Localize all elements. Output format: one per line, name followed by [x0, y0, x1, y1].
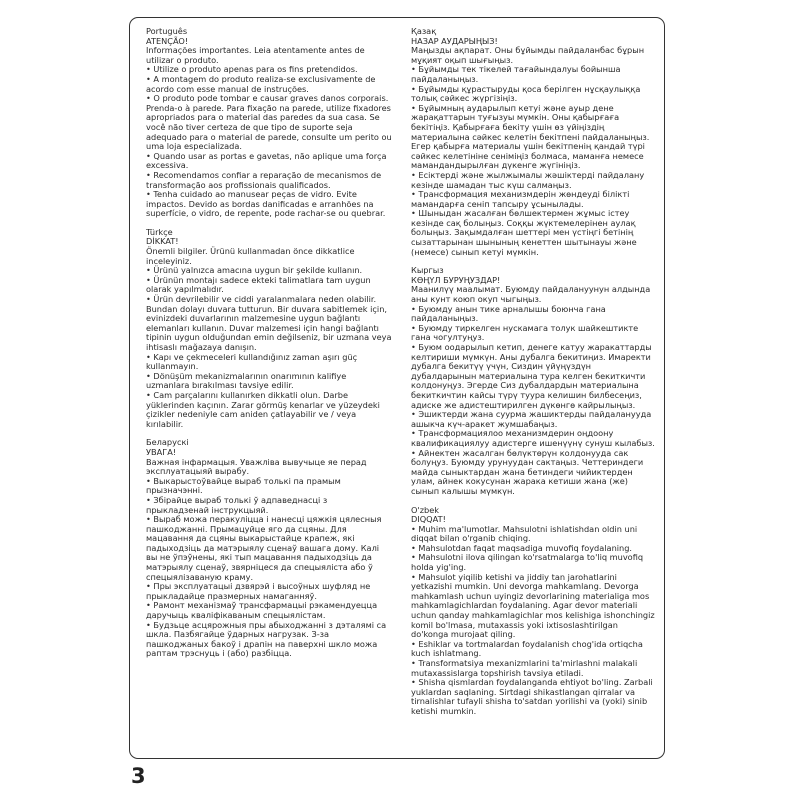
section-kyrgyz — [411, 266, 657, 496]
paragraph: • Збірайце выраб толькі ў адпаведнасці з прыкладзенай інструкцыяй. — [146, 494, 328, 515]
paragraph: • Shisha qismlardan foydalanganda ehtiyot bo'ling. Zarbali yuklardan saqlaning. Sirtdagi shikastlangan qirralar va tirnalishlar tufayli shisha to'satdan yorilishi va (yoki) sinib ketishi mumkin. — [411, 677, 653, 716]
paragraph: • Рамонт механізмаў трансфармацыі рэкамендуецца даручыць кваліфікаваным спецыялістам. — [146, 600, 378, 621]
warning-title: НАЗАР АУДАРЫҢЫЗ! — [411, 35, 498, 46]
paragraph: • Dönüşüm mekanizmalarının onarımının kalifiye uzmanlara bırakılması tavsiye edilir. — [146, 370, 347, 391]
paragraph: • Шыныдан жасалған бөлшектермен жұмыс істеу кезінде сақ болыңыз. Соққы жүктемелерінен аулақ болыңыз. Зақымдалған шеттері мен үстіңгі бетінің сызаттарынан шынының кенеттен шытынауы және (немесе) сынып кетуі мүмкін. — [411, 208, 637, 257]
left-column — [146, 27, 392, 668]
warning-title: DIQQAT! — [411, 514, 446, 525]
paragraph: • Utilize o produto apenas para os fins pretendidos. — [146, 64, 358, 75]
section-kazakh — [411, 27, 657, 257]
paragraph: • Quando usar as portas e gavetas, não aplique uma força excessiva. — [146, 150, 387, 171]
section-belarusian — [146, 438, 392, 659]
paragraph: • Ürün devrilebilir ve ciddi yaralanmalara neden olabilir. Bundan dolayı duvara tutturun. Bir duvara sabitlemek için, evinizdeki duvarlarının malzemesine uygun bağlantı elemanları kullanın. Duvar malzemesi için hangi bağlantı tipinin uygun olduğundan emin değilseniz, bir uzmana veya ihtisaslı mağazaya danışın. — [146, 294, 392, 352]
paragraph: • Будзьце асцярожныя пры абыходжанні з дэталямі са шкла. Пазбягайце ўдарных нагрузак. З-за пашкоджаных бакоў і драпін на паверхні шкло можа раптам трэснуць і (або) разбіцца. — [146, 619, 387, 659]
section-turkish — [146, 228, 392, 429]
paragraph: • Eshiklar va tortmalardan foydalanish chog'ida ortiqcha kuch ishlatmang. — [411, 638, 643, 659]
paragraph: • Трансформациялоо механизмдерин оңдоону квалификациялуу адистерге ишенүүнү сунуш кылабыз. — [411, 428, 655, 448]
warning-title: DİKKAT! — [146, 236, 179, 247]
language-name: Türkçe — [146, 226, 173, 237]
paragraph: • Kapı ve çekmeceleri kullandığınız zaman aşırı güç kullanmayın. — [146, 351, 358, 372]
paragraph: • Буюмду анын тике арналышы боюнча гана пайдаланыңыз. — [411, 303, 606, 324]
paragraph: Важная інфармацыя. Уважліва вывучыце яе перад эксплуатацыяй вырабу. — [146, 456, 367, 477]
paragraph: • Трансформация механизмдерін жөндеуді білікті мамандарға сеніп тапсыру ұсынылады. — [411, 189, 630, 209]
language-name: Português — [146, 26, 188, 36]
paragraph: Маңызды ақпарат. Оны бұйымды пайдаланбас бұрын мұқият оқып шығыңыз. — [411, 45, 645, 65]
paragraph: • Есіктерді және жылжымалы жәшіктерді пайдалану кезінде шамадан тыс күш салмаңыз. — [411, 169, 645, 190]
right-column — [411, 27, 657, 726]
paragraph: • Бұйымды құрастыруды қоса берілген нұсқаулыққа толық сәйкес жүргізіңіз. — [411, 83, 641, 104]
language-name: Беларускі — [146, 437, 189, 448]
paragraph: • Ürünü yalnızca amacına uygun bir şekilde kullanın. — [146, 265, 363, 276]
paragraph: • Выраб можа перакуліцца і нанесці цяжкія цялесныя пашкоджанні. Прымацуйце яго да сцяны. Для мацавання да сцяны выкарыстайце крапеж, які падыходзіць да матэрыялу сценаў вашага дому. Калі вы не ўпэўнены, які тып мацавання падыходзіць да матэрыялу сценаў, звярніцеся да спецыяліста або ў спецыялізаваную краму. — [146, 514, 382, 582]
paragraph: • Cam parçalarını kullanırken dikkatli olun. Darbe yüklerinden kaçının. Zarar görmüş kenarlar ve yüzeydeki çizikler nedeniyle cam aniden çatlayabilir ve / veya kırılabilir. — [146, 389, 380, 429]
paragraph: Informações importantes. Leia atentamente antes de utilizar o produto. — [146, 45, 365, 65]
language-name: Қазақ — [411, 26, 437, 36]
paragraph: • Mahsulot yiqilib ketishi va jiddiy tan jarohatlarini yetkazishi mumkin. Uni devorga mahkamlang. Devorga mahkamlash uchun uyingiz devorlarining materialiga mos mahkamlagichlardan foydalaning. Agar devor materiali uchun qanday mahkamlagichlar mos kelishiga ishonchingiz komil bo'lmasa, mutaxassis yoki ixtisoslashtirilgan do'konga murojaat qiling. — [411, 571, 655, 640]
paragraph: Önemli bilgiler. Ürünü kullanmadan önce dikkatlice inceleyiniz. — [146, 246, 355, 266]
page-number: 3 — [131, 764, 146, 788]
paragraph: • Recomendamos confiar a reparação de mecanismos de transformação aos profissionais qualificados. — [146, 169, 382, 190]
paragraph: • Mahsulotni ilova qilingan ko'rsatmalarga to'liq muvofiq holda yig'ing. — [411, 552, 644, 573]
paragraph: • Ürünün montajı sadece ekteki talimatlara tam uygun olarak yapılmalıdır. — [146, 274, 371, 295]
paragraph: • Muhim ma'lumotlar. Mahsulotni ishlatishdan oldin uni diqqat bilan o'rganib chiqing. — [411, 523, 638, 544]
paragraph: • O produto pode tombar e causar graves danos corporais. Prenda-o à parede. Para fixação na parede, utilize fixadores apropriados para o material das paredes da sua casa. Se você não tiver certeza de que tipo de suporte seja adequado para o material de parede, consulte um perito ou uma loja especializada. — [146, 93, 392, 152]
paragraph: • Mahsulotdan faqat maqsadiga muvofiq foydalaning. — [411, 542, 633, 553]
paragraph: • Transformatsiya mexanizmlarini ta'mirlashni malakali mutaxassislarga topshirish tavsiya etiladi. — [411, 658, 638, 678]
paragraph: • Буюмду тиркелген нускамага толук шайкештикте гана чогултуңуз. — [411, 322, 639, 343]
warning-title: КӨҢҮЛ БУРУҢУЗДАР! — [411, 274, 501, 285]
paragraph: • Айнектен жасалган бөлүктөрүн колдонууда сак болуңуз. Буюмду урунуудан сактаңыз. Четтериндеги майда сыныктардан жана бетиндеги чийиктерден улам, айнек кокусунан жарака кетиши жана (же) сынып калышы мүмкүн. — [411, 447, 644, 496]
language-name: O'zbek — [411, 504, 439, 515]
paragraph: • Пры эксплуатацыі дзвярэй і высоўных шуфляд не прыкладайце празмерных намаганняў. — [146, 581, 371, 601]
section-portuguese — [146, 27, 392, 219]
paragraph: • Выкарыстоўвайце выраб толькі па прамым прызначэнні. — [146, 475, 341, 496]
paragraph: • Tenha cuidado ao manusear peças de vidro. Evite impactos. Devido as bordas danificadas e arranhões na superfície, o vidro, de repente, pode rachar-se ou quebrar. — [146, 189, 386, 219]
paragraph: • A montagem do produto realiza-se exclusivamente de acordo com esse manual de instruções. — [146, 73, 376, 94]
paragraph: • Эшиктерди жана суурма жашиктерды пайдаланууда ашыкча күч-аракет жумшабаңыз. — [411, 409, 652, 429]
warning-title: ATENÇÃO! — [146, 35, 189, 46]
warning-title: УВАГА! — [146, 446, 177, 457]
section-uzbek — [411, 506, 657, 717]
paragraph: • Буюм оодарылып кетип, денеге катуу жаракаттарды келтириши мүмкүн. Аны дубалга бекитиңиз. Имаректи дубалга бекитүү үчүн, Сиздин үйүңүздүн дубалдарынын материалына тура келген бекиткичти колдонуңуз. Эгерде Сиз дубалдардын материалына бекиткичтин кайсы түрү туура келишин билбесеңиз, адиске же адистештирилген дүкөнгө кайрылыңыз. — [411, 342, 652, 410]
paragraph: • Бұйымның аударылып кетуі және ауыр дене жарақаттарын туғызуы мүмкін. Оны қабырғаға бекітіңіз. Қабырғаға бекіту үшін өз үйіңіздің материалына сәйкес келетін бекітпені пайдаланыңыз. Егер қабырға материалы үшін бекітпенің қандай түрі сәйкес келетініне сеніміңіз болмаса, маманға немесе мамандандырылған дүкенге жүгініңіз. — [411, 102, 650, 171]
paragraph: Маанилүү маалымат. Буюмду пайдалануунун алдында аны кунт коюп окуп чыгыңыз. — [411, 284, 651, 305]
paragraph: • Бұйымды тек тікелей тағайындалуы бойынша пайдаланыңыз. — [411, 64, 621, 84]
language-name: Кыргыз — [411, 265, 444, 276]
